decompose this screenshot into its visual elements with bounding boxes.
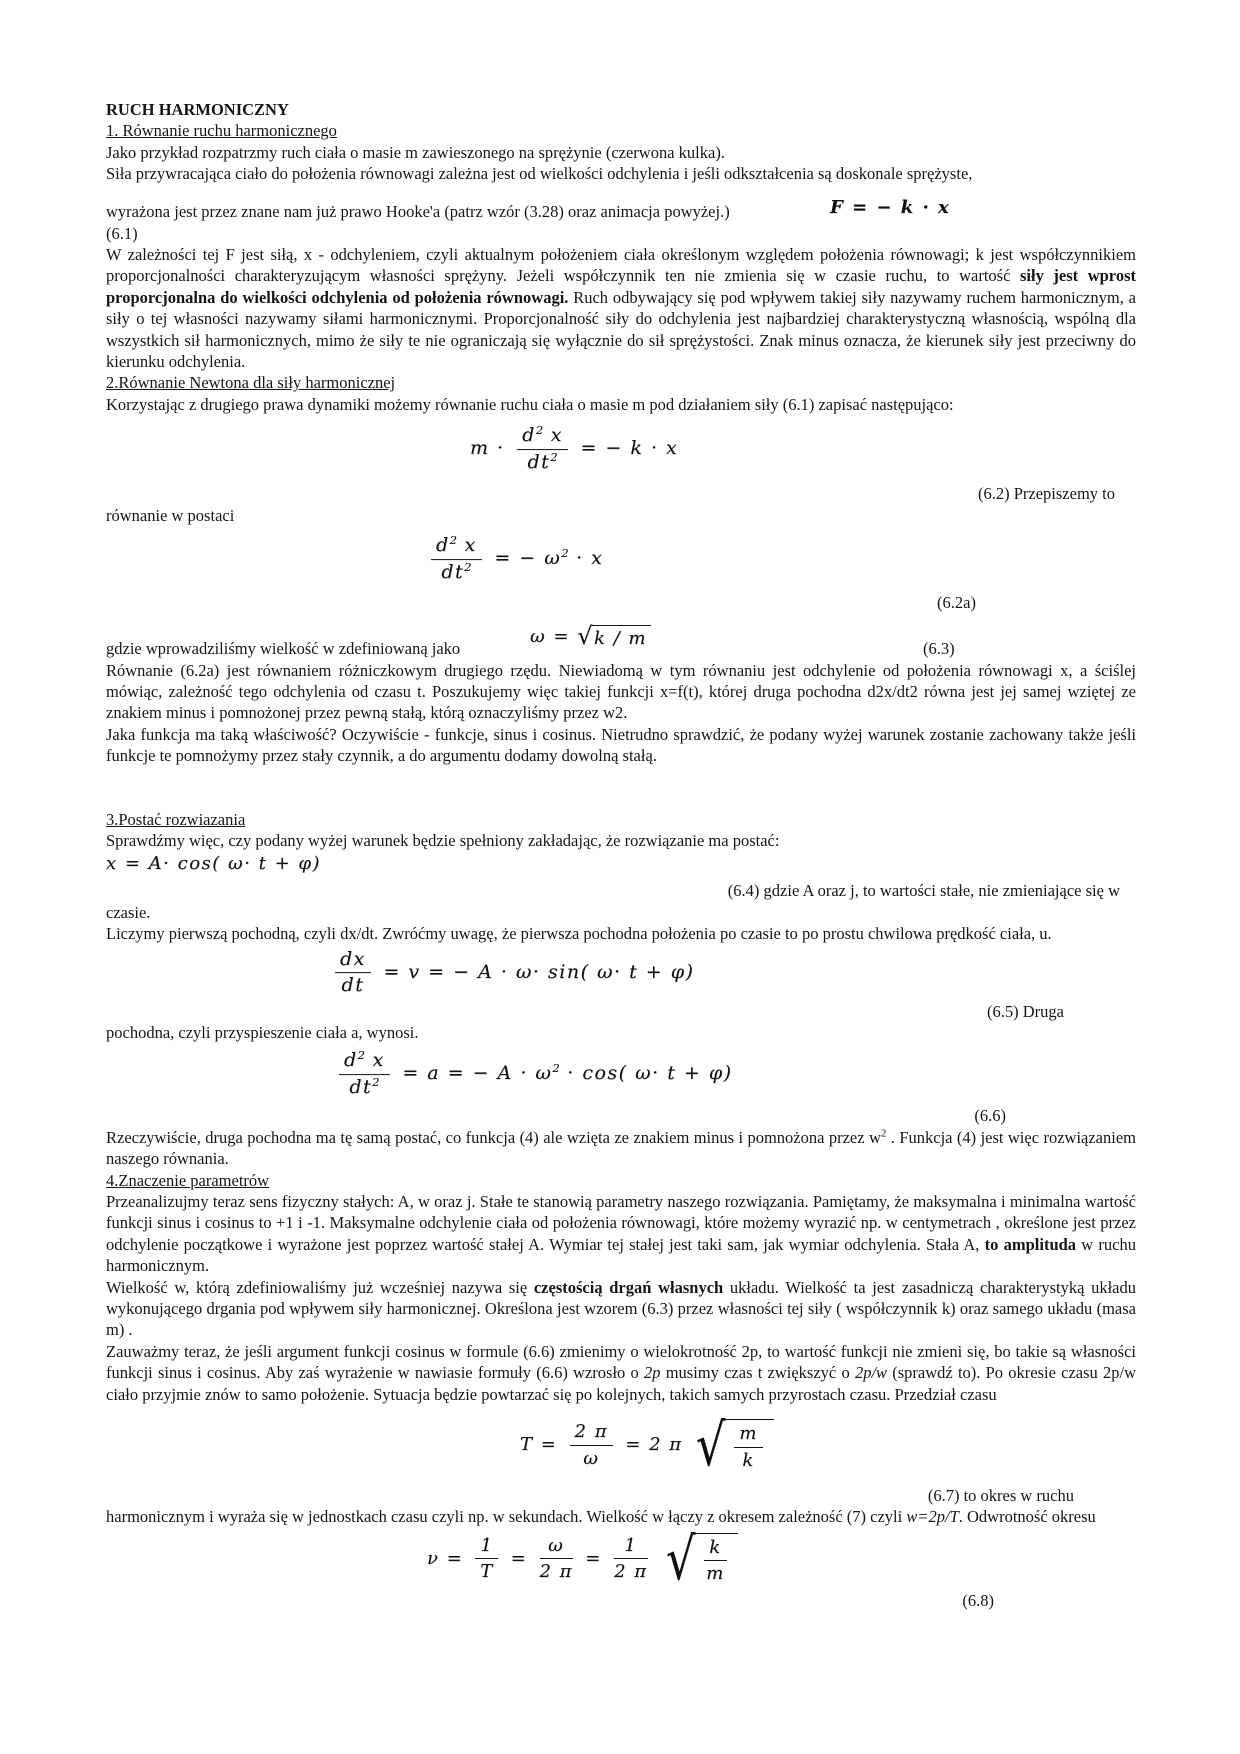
formula-block-6-2 <box>106 415 1136 483</box>
formula-6-7 <box>520 1411 774 1480</box>
denominator: k <box>742 1449 755 1471</box>
rhs <box>494 547 603 569</box>
rhs: = v = − A · ω· sin( ω· t + φ) <box>383 960 695 983</box>
equation-number-6-1: (6.1) <box>106 223 138 243</box>
text-segment: Przeanalizujmy teraz sens fizyczny stałych: A, w oraz j. Stałe te stanowią parametry naszego rozwiązania. Pamiętamy, że maksymalna i minimalna wartość funkcji sinus i cosinus to +1 i -1. Maksymalne odchylenie ciała od położenia równowagi, które możemy wyrazić np. w centymetrach , określone jest przez odchylenie początkowe i wyrażone jest poprzez wartość stałej A. Wymiar tej stałej jest taki sam, jak wymiar odchylenia. Stała A, <box>106 1192 1136 1254</box>
num-exponent: 2 <box>535 423 544 438</box>
section-heading-2: 2.Równanie Newtona dla siły harmonicznej <box>106 373 396 393</box>
den-exponent: 2 <box>372 1074 380 1089</box>
formula-6-5 <box>330 949 694 997</box>
denominator <box>431 560 482 583</box>
equation-number-6-4: (6.4) gdzie A oraz j, to wartości stałe, nie zmieniające się w <box>727 881 1120 901</box>
section-heading-3: 3.Postać rozwiazania <box>106 809 246 829</box>
paragraph-parameters <box>106 1191 1136 1277</box>
den-base: dt <box>441 560 465 583</box>
paragraph-period <box>106 1341 1136 1405</box>
numerator <box>517 425 568 449</box>
radicand <box>725 1419 774 1471</box>
derivative-fraction <box>339 1050 390 1098</box>
section-heading-4: 4.Znaczenie parametrów <box>106 1170 270 1190</box>
text-segment: musimy czas t zwiększyć o <box>660 1363 855 1383</box>
text-segment: układu. Wielkość ta jest zasadniczą charakterystyką układu wykonującego drgania pod wpływem siły harmonicznej. Określona jest wzorem (6.3) przez własności tej siły ( współczynnik k) oraz samego układu (masa m) . <box>106 1277 1136 1340</box>
bold-segment: to amplituda <box>984 1234 1077 1254</box>
formula-6-1-expression: F = − k · x <box>830 197 951 219</box>
num-exponent: 2 <box>449 532 457 547</box>
lhs: ν = <box>427 1547 464 1569</box>
paragraph-czasie: czasie. <box>106 902 151 922</box>
equals: = <box>510 1547 528 1569</box>
paragraph-intro-2: Siła przywracająca ciało do położenia równowagi zależna jest od wielkości odchylenia i jeśli odkształcenia są doskonale sprężyste, <box>106 164 973 184</box>
numerator: ω <box>540 1535 574 1559</box>
text-segment: . Odwrotność okresu <box>958 1507 1096 1527</box>
fraction-2pi-omega <box>570 1421 614 1469</box>
num-base: d <box>436 534 450 557</box>
omega-exponent: 2 <box>561 545 569 560</box>
italic-segment: 2p <box>644 1363 661 1383</box>
rhs <box>402 1062 732 1084</box>
formula-block-6-5 <box>106 945 1136 1001</box>
formula-block-6-7 <box>106 1405 1136 1485</box>
formula-line-6-4 <box>106 853 1136 879</box>
numerator: m <box>734 1423 763 1447</box>
derivative-fraction <box>431 532 482 583</box>
lhs: ω = <box>530 626 578 648</box>
paragraph-first-derivative: Liczymy pierwszą pochodną, czyli dx/dt. Zwróćmy uwagę, że pierwsza pochodna położenia po czasie to po prostu chwilowa prędkość ciała, u. <box>106 924 1052 944</box>
numerator: 2 π <box>570 1421 614 1445</box>
page-title: RUCH HARMONICZNY <box>106 100 289 119</box>
paragraph-which-function: Jaka funkcja ma taką właściwość? Oczywiście - funkcje, sinus i cosinus. Nietrudno sprawdzić, że podany wyżej warunek zostanie zachowany także jeśli funkcje te pomnożymy przez stały czynnik, a do argumentu dodamy dowolną stałą. <box>106 724 1136 766</box>
formula-6-6 <box>334 1050 733 1098</box>
square-root <box>662 1524 738 1593</box>
denominator: dt <box>341 974 365 997</box>
omega-exponent: 2 <box>552 1061 560 1076</box>
bold-segment: częstością drgań własnych <box>533 1277 724 1297</box>
italic-segment: 2p/w <box>854 1363 888 1383</box>
bold-segment: siły jest wprost proporcjonalna do wielkości odchylenia od położenia równowagi. <box>106 266 1136 307</box>
numerator: k <box>704 1537 726 1561</box>
derivative-fraction <box>517 425 568 473</box>
radical-sign: √ <box>665 1524 697 1593</box>
radicand <box>695 1533 737 1585</box>
numerator <box>431 532 482 559</box>
equation-number-6-6: (6.6) <box>974 1106 1006 1126</box>
lhs: T = <box>520 1434 558 1456</box>
hooke-text: wyrażona jest przez znane nam już prawo Hooke'a (patrz wzór (3.28) oraz animacja powyżej.) <box>106 202 730 222</box>
num-base: d <box>344 1049 358 1072</box>
text-segment: Rzeczywiście, druga pochodna ma tę samą postać, co funkcja (4) ale wzięta ze znakiem minus i pomnożona przez w <box>106 1127 881 1147</box>
paragraph-check: Sprawdźmy więc, czy podany wyżej warunek będzie spełniony zakładając, że rozwiązanie ma postać: <box>106 830 780 850</box>
denominator: 2 π <box>539 1561 574 1583</box>
derivative-fraction <box>335 949 371 997</box>
denominator: T <box>480 1561 494 1583</box>
paragraph-differential: Równanie (6.2a) jest równaniem różniczkowym drugiego rzędu. Niewiadomą w tym równaniu jest odchylenie od położenia równowagi x, a ściślej mówiąc, zależność tego odchylenia od czasu t. Poszukujemy więc takiej funkcji x=f(t), której druga pochodna d2x/dt2 równa jest jej samej wziętej ze znakiem minus i pomnożonej przez pewną stałą, którą oznaczyliśmy przez w2. <box>106 660 1136 723</box>
denominator <box>517 450 568 473</box>
denominator: m <box>706 1563 725 1585</box>
omega-definition-row <box>106 614 1136 660</box>
omega-definition-text: gdzie wprowadziliśmy wielkość w zdefiniowaną jako <box>106 639 461 659</box>
formula-block-6-8 <box>106 1524 1136 1593</box>
formula-6-1 <box>830 197 950 218</box>
text-segment: w ruchu harmonicznym. <box>106 1234 1136 1276</box>
text-segment: Zauważmy teraz, że jeśli argument funkcji cosinus w formule (6.6) zmienimy o wielokrotność 2p, to wartość funkcji nie zmieni się, bo takie są własności funkcji sinus i cosinus. Aby zaś wyrażenie w nawiasie formuły (6.6) wzrosło o <box>106 1341 1136 1383</box>
fraction-k-m <box>704 1537 726 1585</box>
formula-6-8 <box>427 1524 738 1593</box>
radical-sign: √ <box>695 1411 727 1480</box>
equation-number-6-2: (6.2) Przepiszemy to <box>977 484 1115 504</box>
radical-sign: √ <box>577 622 594 651</box>
numerator: 1 <box>614 1535 648 1559</box>
numerator: 1 <box>475 1535 498 1559</box>
formula-6-3 <box>530 622 651 651</box>
denominator: ω <box>583 1447 600 1469</box>
paragraph-second-derivative: pochodna, czyli przyspieszenie ciała a, wynosi. <box>106 1022 419 1042</box>
mid: = 2 π <box>625 1434 683 1456</box>
formula-6-2 <box>470 425 678 473</box>
num-tail: x <box>365 1049 385 1072</box>
numerator: dx <box>335 949 371 973</box>
paragraph-harmonic-period <box>106 1506 1136 1527</box>
formula-block-6-2a <box>106 526 1136 592</box>
rhs-pre: = a = − A · ω <box>402 1062 553 1085</box>
rhs-tail: · cos( ω· t + φ) <box>559 1062 733 1085</box>
equals: = <box>585 1547 602 1569</box>
num-tail: x <box>543 424 563 447</box>
w-squared-exponent: 2 <box>880 1127 887 1140</box>
num-base: d <box>522 424 536 447</box>
rhs-pre: = − ω <box>494 547 562 570</box>
formula-6-2a <box>426 532 604 583</box>
denominator <box>339 1075 390 1098</box>
text-segment: Wielkość w, którą zdefiniowaliśmy już wcześniej nazywa się <box>106 1277 534 1297</box>
text-segment: W zależności tej F jest siłą, x - odchyleniem, czyli aktualnym położeniem ciała określonym względem położenia równowagi; k jest współczynnikiem proporcjonalności charakteryzującym własności sprężyny. Jeżeli współczynnik ten nie zmienia się w czasie ruchu, to wartość <box>106 245 1136 286</box>
fraction-omega-2pi <box>540 1535 574 1583</box>
denominator: 2 π <box>614 1561 648 1583</box>
hooke-law-line <box>106 185 1136 223</box>
italic-segment: w=2p/T <box>906 1507 959 1527</box>
text-segment: harmonicznym i wyraża się w jednostkach czasu czyli np. w sekundach. Wielkość w łączy z okresem zależność (7) czyli <box>106 1507 907 1527</box>
equation-number-6-7: (6.7) to okres w ruchu <box>927 1486 1074 1506</box>
rhs-tail: · x <box>568 547 604 570</box>
text-segment: Ruch odbywający się pod wpływem takiej siły nazywamy ruchem harmonicznym, a siły o tej własności nazywamy siłami harmonicznymi. Proporcjonalność siły do odchylenia jest najbardziej charakterystyczną własnością, wspólną dla wszystkich sił harmonicznych, mimo że siły te nie ograniczają się wyłącznie do sił sprężystości. Znak minus oznacza, że kierunek siły jest przeciwny do kierunku odchylenia. <box>106 287 1136 372</box>
fraction-m-k <box>734 1423 763 1471</box>
mass-factor: m · <box>470 437 505 460</box>
rhs: = − k · x <box>580 437 679 460</box>
num-exponent: 2 <box>357 1048 365 1063</box>
section-heading-1: 1. Równanie ruchu harmonicznego <box>106 121 337 141</box>
numerator <box>339 1050 390 1074</box>
den-base: dt <box>527 450 551 473</box>
fraction-1-T <box>475 1535 498 1583</box>
equation-number-6-8: (6.8) <box>962 1590 994 1610</box>
fraction-1-2pi <box>614 1535 648 1583</box>
text-segment: (sprawdź to). Po okresie czasu 2p/w ciało przyjmie znów to samo położenie. Sytuacja będzie powtarzać się po kolejnych, takich samych przyrostach czasu. Przedział czasu <box>106 1363 1136 1404</box>
square-root <box>692 1411 774 1480</box>
square-root <box>577 622 651 651</box>
text-segment: . Funkcja (4) jest więc rozwiązaniem naszego równania. <box>106 1127 1136 1169</box>
den-base: dt <box>349 1075 373 1098</box>
paragraph-intro-1: Jako przykład rozpatrzmy ruch ciała o masie m zawieszonego na sprężynie (czerwona kulka). <box>106 142 725 162</box>
den-exponent: 2 <box>550 449 558 464</box>
radicand: k / m <box>592 625 651 649</box>
paragraph-frequency <box>106 1277 1136 1341</box>
formula-6-4: x = A· cos( ω· t + φ) <box>106 853 322 875</box>
formula-block-6-6 <box>106 1043 1136 1105</box>
paragraph-indeed <box>106 1127 1136 1170</box>
paragraph-dependency <box>106 244 1136 372</box>
den-exponent: 2 <box>464 559 472 574</box>
num-tail: x <box>457 534 477 557</box>
paragraph-rewrite: równanie w postaci <box>106 505 235 525</box>
equation-number-6-5: (6.5) Druga <box>987 1001 1064 1021</box>
equation-number-6-3: (6.3) <box>923 639 955 659</box>
paragraph-newton: Korzystając z drugiego prawa dynamiki możemy równanie ruchu ciała o masie m pod działaniem siły (6.1) zapisać następująco: <box>106 394 954 414</box>
equation-number-6-2a: (6.2a) <box>937 593 976 613</box>
